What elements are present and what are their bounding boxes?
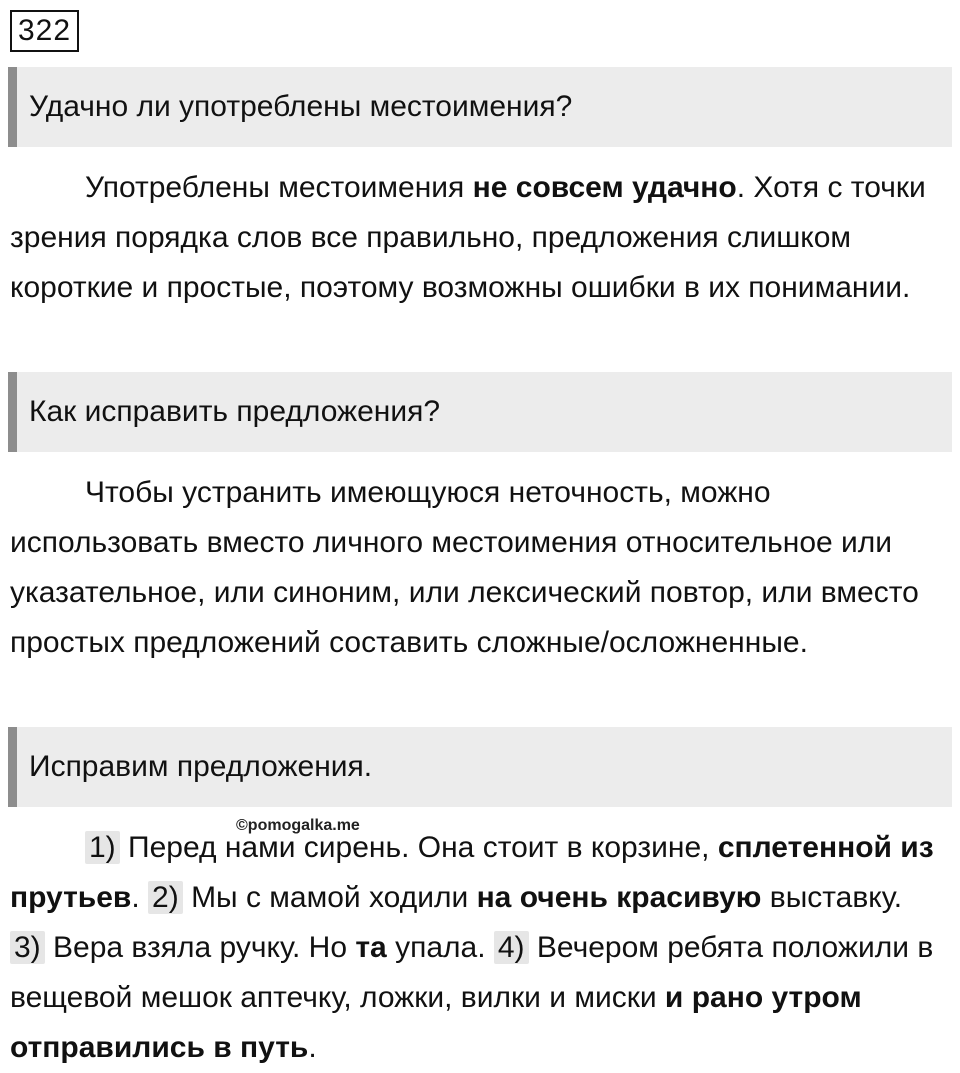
answer-3-bold: та bbox=[355, 931, 387, 964]
answer-3-text: . bbox=[131, 881, 149, 914]
task-number: 322 bbox=[10, 10, 79, 52]
answer-2-text: Чтобы устранить имеющуюся неточность, можно использовать вместо личного местоимения относительное или указательное, или синоним, или лексический повтор, или вместо простых предложений составить сложные/осложненные. bbox=[10, 476, 919, 659]
question-1: Удачно ли употреблены местоимения? bbox=[8, 67, 952, 147]
item-number: 4) bbox=[494, 931, 529, 964]
answer-3-text: Вера взяла ручку. Но bbox=[44, 931, 356, 964]
answer-3-text: Вечером ребята положили в вещевой мешок аптечку, ложки, вилки и миски bbox=[10, 931, 934, 1014]
watermark: ©pomogalka.me bbox=[236, 817, 360, 834]
question-2: Как исправить предложения? bbox=[8, 372, 952, 452]
answer-1-text: . Хотя с точки зрения порядка слов все правильно, предложения слишком короткие и простые, поэтому возможны ошибки в их понимании. bbox=[10, 171, 926, 304]
item-number: 3) bbox=[10, 931, 45, 964]
item-number: 2) bbox=[148, 881, 183, 914]
item-number: 1) bbox=[85, 831, 120, 864]
answer-3-text: выставку. bbox=[761, 881, 903, 914]
answer-3-bold: сплетенной из прутьев bbox=[10, 831, 934, 914]
answer-3 bbox=[10, 823, 945, 1073]
answer-3-text: Перед нами сирень. Она стоит в корзине, bbox=[119, 831, 718, 864]
answer-3-bold: и рано утром отправились в путь bbox=[10, 981, 862, 1064]
answer-1-text: Употреблены местоимения bbox=[85, 171, 473, 204]
answer-1 bbox=[10, 163, 945, 313]
answer-3-text: Мы с мамой ходили bbox=[182, 881, 477, 914]
answer-3-bold: на очень красивую bbox=[476, 881, 762, 914]
answer-3-text: . bbox=[308, 1031, 317, 1064]
answer-1-bold: не совсем удачно bbox=[472, 171, 737, 204]
answer-2 bbox=[10, 468, 945, 668]
question-3: Исправим предложения. bbox=[8, 727, 952, 807]
answer-3-text: упала. bbox=[386, 931, 494, 964]
